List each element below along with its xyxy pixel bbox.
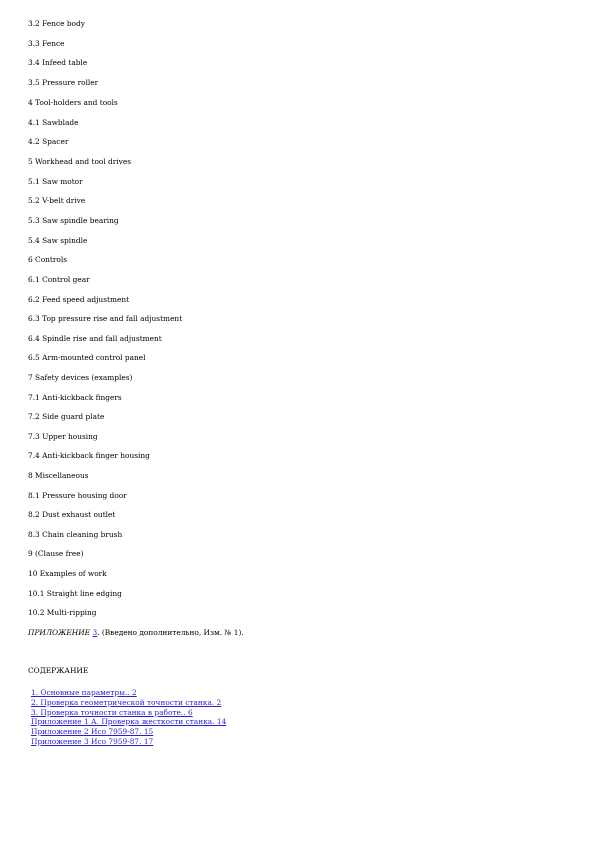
list-item: 4.2 Spacer bbox=[28, 137, 69, 146]
list-item: 3.3 Fence bbox=[28, 39, 65, 48]
list-item: 5.4 Saw spindle bbox=[28, 236, 88, 245]
appendix-label: ПРИЛОЖЕНИЕ bbox=[28, 628, 91, 637]
list-item: 6.3 Top pressure rise and fall adjustment bbox=[28, 314, 183, 323]
list-item: 5 Workhead and tool drives bbox=[28, 157, 132, 166]
list-item: 6 Controls bbox=[28, 255, 68, 264]
list-item: 5.1 Saw motor bbox=[28, 177, 83, 186]
list-item: 3.2 Fence body bbox=[28, 19, 85, 28]
list-item: 10 Examples of work bbox=[28, 569, 107, 578]
list-item: 8.1 Pressure housing door bbox=[28, 491, 127, 500]
list-item: 4 Tool-holders and tools bbox=[28, 98, 118, 107]
list-item: 6.1 Control gear bbox=[28, 275, 90, 284]
list-item: 6.2 Feed speed adjustment bbox=[28, 295, 130, 304]
appendix-note bbox=[28, 628, 244, 637]
appendix-text: . (Введено дополнительно, Изм. № 1). bbox=[97, 628, 244, 637]
toc-link[interactable]: 1. Основные параметры.. 2 bbox=[31, 688, 137, 697]
list-item: 6.4 Spindle rise and fall adjustment bbox=[28, 334, 162, 343]
appendix-link[interactable]: 3 bbox=[92, 628, 98, 637]
toc-link[interactable]: Приложение 1 А. Проверка жесткости станка. 14 bbox=[31, 717, 227, 726]
list-item: 5.3 Saw spindle bearing bbox=[28, 216, 119, 225]
toc-link[interactable]: 3. Проверка точности станка в работе.. 6 bbox=[31, 708, 193, 717]
list-item: 3.5 Pressure roller bbox=[28, 78, 99, 87]
list-item: 7 Safety devices (examples) bbox=[28, 373, 133, 382]
toc-link[interactable]: Приложение 3 Исо 7959-87. 17 bbox=[31, 737, 154, 746]
list-item: 8 Miscellaneous bbox=[28, 471, 89, 480]
list-item: 10.1 Straight line edging bbox=[28, 589, 122, 598]
list-item: 6.5 Arm-mounted control panel bbox=[28, 353, 146, 362]
list-item: 9 (Clause free) bbox=[28, 549, 84, 558]
list-item: 5.2 V-belt drive bbox=[28, 196, 86, 205]
list-item: 7.1 Anti-kickback fingers bbox=[28, 393, 122, 402]
list-item: 7.3 Upper housing bbox=[28, 432, 98, 441]
toc-link[interactable]: Приложение 2 Исо 7959-87. 15 bbox=[31, 727, 154, 736]
list-item: 4.1 Sawblade bbox=[28, 118, 79, 127]
list-item: 10.2 Multi-ripping bbox=[28, 608, 97, 617]
list-item: 8.2 Dust exhaust outlet bbox=[28, 510, 116, 519]
list-item: 7.4 Anti-kickback finger housing bbox=[28, 451, 150, 460]
toc-title: СОДЕРЖАНИЕ bbox=[28, 666, 89, 675]
list-item: 8.3 Chain cleaning brush bbox=[28, 530, 123, 539]
list-item: 3.4 Infeed table bbox=[28, 58, 88, 67]
list-item: 7.2 Side guard plate bbox=[28, 412, 105, 421]
toc-link[interactable]: 2. Проверка геометрической точности станка. 2 bbox=[31, 698, 222, 707]
